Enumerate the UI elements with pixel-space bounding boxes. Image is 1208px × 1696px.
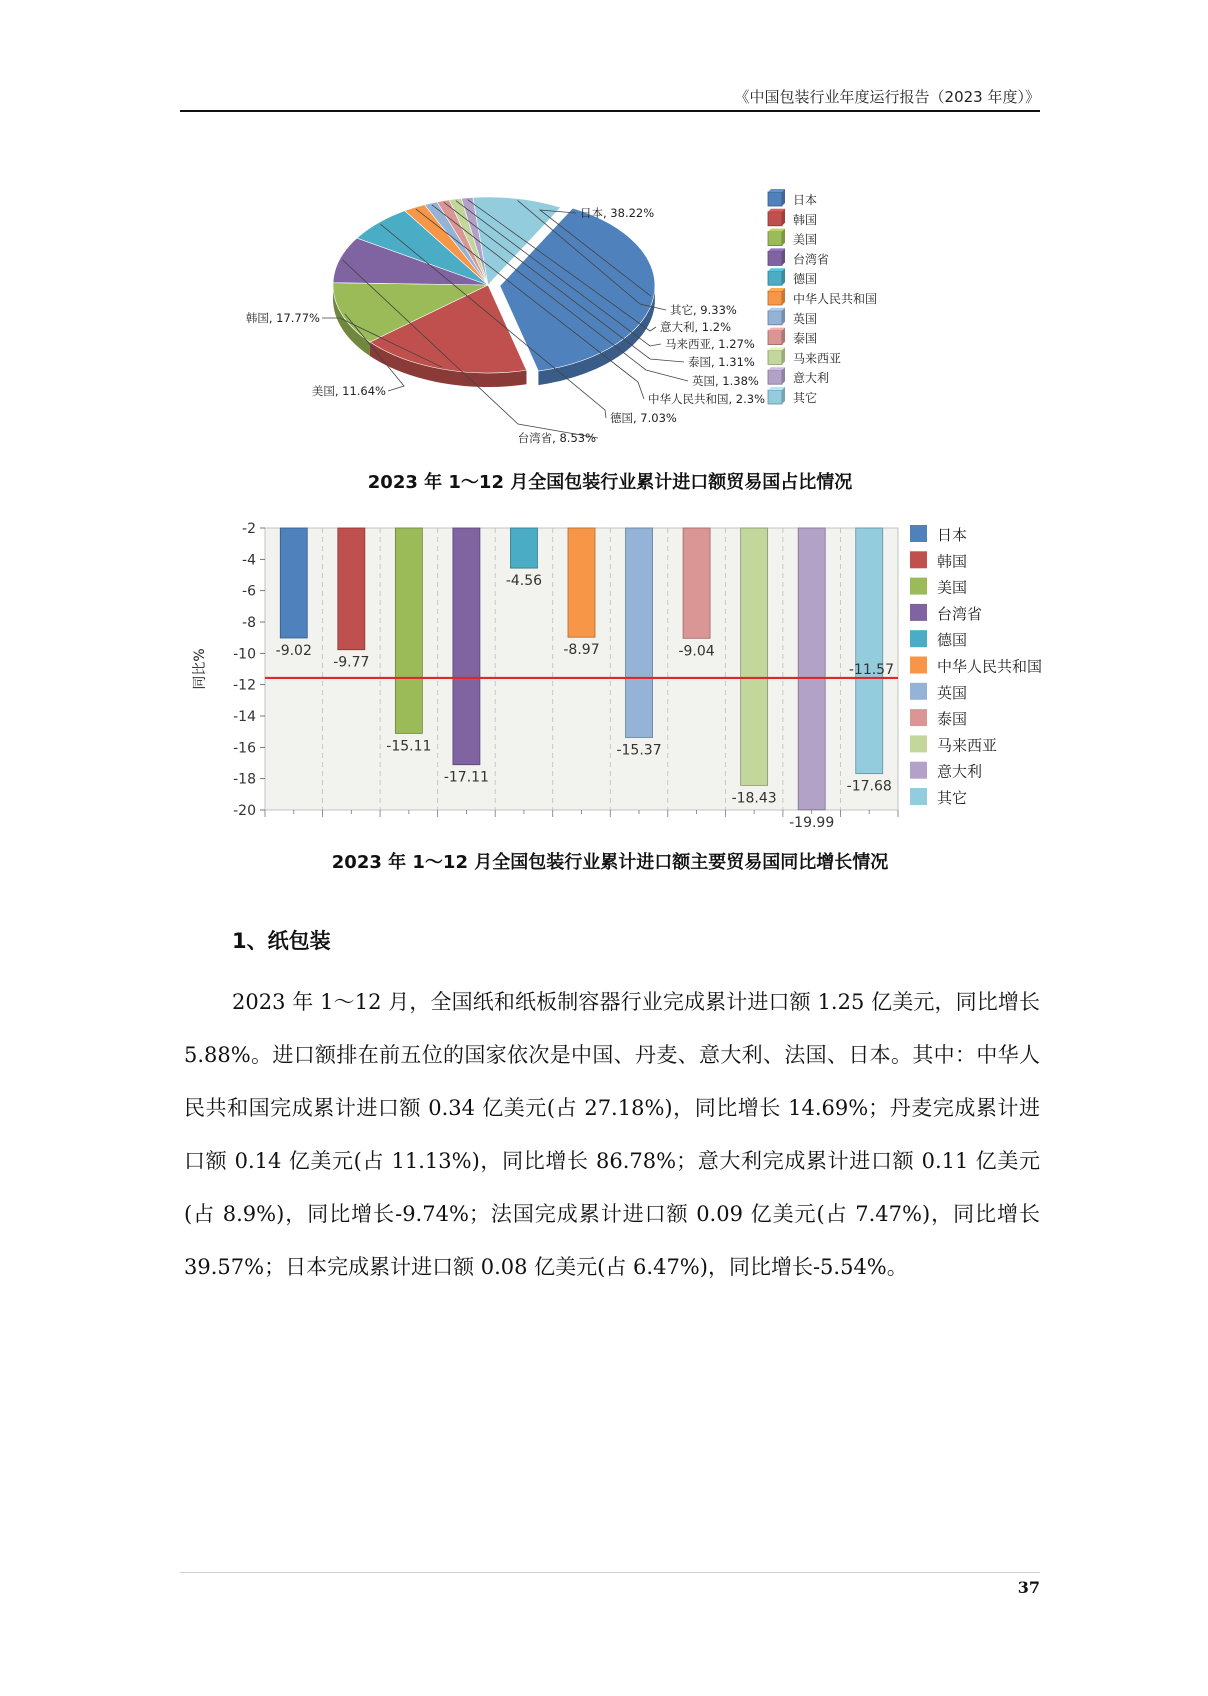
pie-legend-swatch-side-3 bbox=[782, 248, 785, 265]
pie-data-label-3: 台湾省, 8.53% bbox=[517, 431, 596, 445]
pie-legend-swatch-side-8 bbox=[782, 347, 785, 364]
bar-legend-swatch-3 bbox=[910, 604, 927, 621]
pie-data-label-5: 中华人民共和国, 2.3% bbox=[648, 392, 766, 406]
pie-data-label-6: 英国, 1.38% bbox=[692, 374, 759, 388]
pie-legend-label-4: 德国 bbox=[793, 272, 818, 287]
bar-legend-swatch-2 bbox=[910, 578, 927, 595]
bar-legend-label-3: 台湾省 bbox=[937, 604, 983, 623]
pie-data-label-10: 其它, 9.33% bbox=[670, 303, 737, 317]
bar-legend-label-5: 中华人民共和国 bbox=[937, 657, 1043, 676]
pie-data-label-2: 美国, 11.64% bbox=[311, 384, 386, 398]
bar-legend-label-6: 英国 bbox=[937, 683, 968, 702]
footer-rule bbox=[180, 1572, 1040, 1573]
bar-legend-label-0: 日本 bbox=[937, 526, 968, 544]
bar-data-label-5: -8.97 bbox=[563, 642, 600, 659]
pie-chart-caption: 2023 年 1～12 月全国包装行业累计进口额贸易国占比情况 bbox=[367, 472, 853, 493]
bar-7 bbox=[683, 528, 710, 638]
pie-legend-label-8: 马来西亚 bbox=[793, 351, 842, 366]
page-number: 37 bbox=[1017, 1578, 1040, 1597]
pie-legend-label-6: 英国 bbox=[793, 311, 818, 326]
bar-data-label-4: -4.56 bbox=[505, 573, 543, 590]
bar-legend-label-10: 其它 bbox=[937, 789, 968, 807]
pie-legend-label-10: 其它 bbox=[793, 391, 818, 405]
pie-legend-swatch-9 bbox=[768, 370, 782, 384]
bar-legend-label-8: 马来西亚 bbox=[937, 736, 998, 755]
pie-legend bbox=[768, 189, 877, 405]
bar-legend-swatch-6 bbox=[910, 683, 927, 700]
bar-9 bbox=[798, 528, 825, 810]
pie-legend-swatch-side-7 bbox=[782, 328, 785, 345]
pie-data-label-4: 德国, 7.03% bbox=[610, 411, 677, 425]
bar-legend-swatch-8 bbox=[910, 735, 927, 752]
pie-legend-swatch-side-10 bbox=[782, 387, 785, 404]
pie-legend-label-0: 日本 bbox=[793, 193, 818, 207]
bar-legend-label-9: 意大利 bbox=[937, 762, 983, 781]
y-tick-label-2: -6 bbox=[242, 583, 256, 600]
pie-legend-swatch-top-6 bbox=[768, 308, 785, 311]
bar-legend bbox=[910, 525, 1042, 807]
y-axis-label: 同比% bbox=[192, 648, 208, 690]
bar-data-label-10: -17.68 bbox=[846, 778, 892, 795]
pie-chart bbox=[180, 188, 1040, 458]
bar-legend-swatch-0 bbox=[910, 525, 927, 542]
y-tick-label-1: -4 bbox=[242, 552, 256, 569]
pie-legend-swatch-6 bbox=[768, 311, 782, 325]
bar-chart-caption: 2023 年 1～12 月全国包装行业累计进口额主要贸易国同比增长情况 bbox=[331, 852, 889, 873]
bar-legend-swatch-10 bbox=[910, 788, 927, 805]
pie-legend-swatch-side-0 bbox=[782, 189, 785, 206]
bar-data-label-9: -19.99 bbox=[789, 814, 835, 831]
bar-legend-label-7: 泰国 bbox=[937, 710, 968, 729]
bar-6 bbox=[626, 528, 653, 737]
y-tick-label-7: -16 bbox=[233, 740, 256, 757]
bar-10 bbox=[856, 528, 883, 774]
pie-legend-swatch-4 bbox=[768, 271, 782, 285]
pie-legend-label-5: 中华人民共和国 bbox=[793, 292, 878, 306]
section-heading: 1、纸包装 bbox=[232, 929, 331, 953]
page-header-title: 《中国包装行业年度运行报告（2023 年度）》 bbox=[734, 88, 1040, 106]
bar-legend-swatch-1 bbox=[910, 551, 927, 568]
pie-data-label-8: 马来西亚, 1.27% bbox=[665, 337, 755, 351]
bar-legend-swatch-4 bbox=[910, 630, 927, 647]
bar-data-label-0: -9.02 bbox=[275, 642, 312, 659]
reference-line-label: -11.57 bbox=[848, 661, 894, 678]
bar-legend-swatch-7 bbox=[910, 709, 927, 726]
pie-legend-label-3: 台湾省 bbox=[793, 252, 830, 267]
pie-legend-swatch-side-1 bbox=[782, 209, 785, 226]
pie-legend-swatch-2 bbox=[768, 232, 782, 246]
bar-chart bbox=[180, 520, 1080, 840]
pie-legend-swatch-side-9 bbox=[782, 367, 785, 384]
pie-legend-swatch-10 bbox=[768, 390, 782, 404]
bar-legend-label-1: 韩国 bbox=[937, 552, 968, 571]
pie-legend-swatch-8 bbox=[768, 350, 782, 364]
bar-5 bbox=[568, 528, 595, 637]
bar-data-label-3: -17.11 bbox=[443, 769, 489, 786]
body-paragraph: 2023 年 1～12 月，全国纸和纸板制容器行业完成累计进口额 1.25 亿美元，同比增长 5.88%。进口额排在前五位的国家依次是中国、丹麦、意大利、法国、日本。其中：中华人民共和国完成累计进口额 0.34 亿美元(占 27.18%)，同比增长 14.69%；丹麦完成累计进口额 0.14 亿美元(占 11.13%)，同比增长 86.78%；意大利完成累计进口额 0.11 亿美元(占 8.9%)，同比增长-9.74%；法国完成累计进口额 0.09 亿美元(占 7.47%)，同比增长 39.57%；日本完成累计进口额 0.08 亿美元(占 6.47%)，同比增长-5.54%。 bbox=[184, 990, 1040, 1279]
pie-legend-swatch-side-5 bbox=[782, 288, 785, 305]
bar-data-label-7: -9.04 bbox=[678, 643, 715, 660]
y-tick-label-6: -14 bbox=[233, 709, 256, 725]
header-rule bbox=[180, 110, 1040, 112]
bar-8 bbox=[741, 528, 768, 785]
y-tick-label-5: -12 bbox=[233, 677, 256, 694]
y-tick-label-0: -2 bbox=[242, 521, 256, 537]
pie-legend-label-2: 美国 bbox=[793, 232, 818, 247]
pie-legend-swatch-3 bbox=[768, 251, 782, 265]
pie-legend-label-1: 韩国 bbox=[793, 212, 818, 227]
pie-legend-label-9: 意大利 bbox=[793, 371, 830, 386]
y-tick-label-3: -8 bbox=[242, 615, 256, 631]
bar-4 bbox=[510, 528, 537, 568]
pie-data-label-9: 意大利, 1.2% bbox=[660, 320, 732, 334]
pie-legend-swatch-0 bbox=[768, 192, 782, 206]
bar-legend-swatch-5 bbox=[910, 657, 927, 674]
pie-legend-label-7: 泰国 bbox=[793, 331, 818, 346]
bar-legend-swatch-9 bbox=[910, 762, 927, 779]
pie-legend-swatch-side-4 bbox=[782, 268, 785, 285]
bar-data-label-6: -15.37 bbox=[616, 742, 662, 759]
y-tick-label-9: -20 bbox=[233, 803, 256, 819]
pie-data-label-7: 泰国, 1.31% bbox=[688, 355, 755, 369]
pie-legend-swatch-7 bbox=[768, 331, 782, 345]
bar-legend-label-2: 美国 bbox=[937, 578, 968, 597]
pie-legend-swatch-side-2 bbox=[782, 229, 785, 246]
pie-legend-swatch-5 bbox=[768, 291, 782, 305]
bar-2 bbox=[395, 528, 422, 733]
bar-3 bbox=[453, 528, 480, 765]
pie-legend-swatch-1 bbox=[768, 212, 782, 226]
y-tick-label-4: -10 bbox=[233, 646, 256, 663]
bar-1 bbox=[338, 528, 365, 650]
pie-data-label-0: 日本, 38.22% bbox=[580, 206, 655, 220]
bar-0 bbox=[280, 528, 307, 638]
bar-data-label-1: -9.77 bbox=[333, 654, 370, 671]
pie-data-label-1: 韩国, 17.77% bbox=[245, 311, 320, 325]
bar-data-label-8: -18.43 bbox=[731, 790, 777, 807]
y-tick-label-8: -18 bbox=[233, 771, 256, 788]
bar-legend-label-4: 德国 bbox=[937, 631, 968, 650]
bar-data-label-2: -15.11 bbox=[386, 738, 432, 755]
